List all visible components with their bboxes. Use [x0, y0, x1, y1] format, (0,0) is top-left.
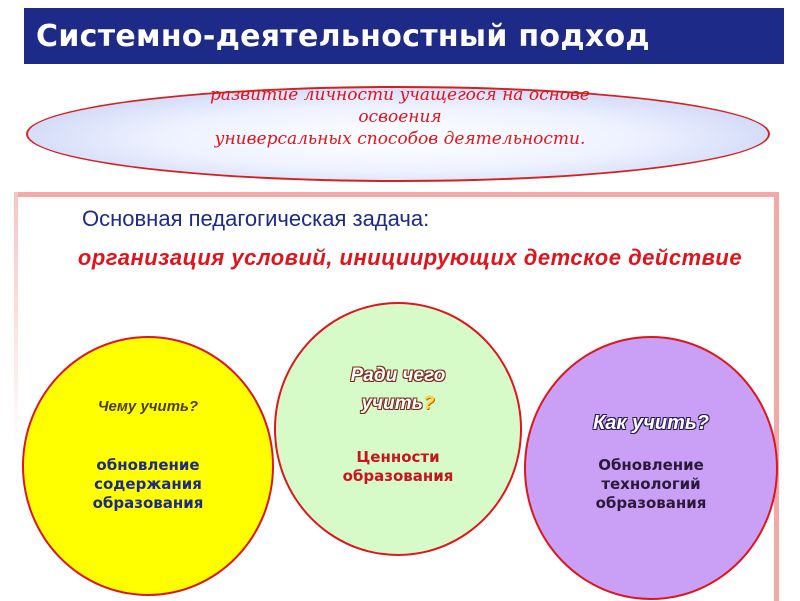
- goal-line: освоения: [358, 107, 442, 127]
- goal-text: [150, 84, 650, 150]
- answer-line: образования: [342, 467, 454, 485]
- answer-line: Обновление: [598, 456, 704, 474]
- goal-line: развитие личности учащегося на основе: [210, 85, 590, 105]
- title-bar: [24, 8, 784, 64]
- question-mark: ?: [422, 393, 435, 414]
- goal-line: универсальных способов деятельности.: [214, 129, 586, 149]
- answer-line: обновление: [96, 456, 200, 474]
- answer-line: образования: [595, 494, 707, 512]
- answer-line: содержания: [94, 475, 202, 493]
- circle-why-teach: [274, 302, 522, 556]
- question-line: Ради чего: [350, 365, 446, 386]
- answer-line: образования: [92, 494, 204, 512]
- page-title: Системно-деятельностный подход: [36, 18, 650, 54]
- answer-what-to-teach: [22, 456, 274, 513]
- task-label: Основная педагогическая задача:: [82, 206, 430, 231]
- question-what-to-teach: Чему учить?: [97, 398, 199, 415]
- task-text: организация условий, инициирующих детское действие: [77, 245, 743, 270]
- question-how-to-teach: Как учить?: [593, 412, 709, 434]
- question-why-teach: [274, 362, 522, 418]
- panel-border-shade: [14, 192, 18, 452]
- answer-line: Ценности: [356, 448, 440, 466]
- answer-line: технологий: [601, 475, 701, 493]
- answer-how-to-teach: [524, 456, 778, 513]
- answer-why-teach: [274, 448, 522, 486]
- question-line: учить: [361, 393, 423, 414]
